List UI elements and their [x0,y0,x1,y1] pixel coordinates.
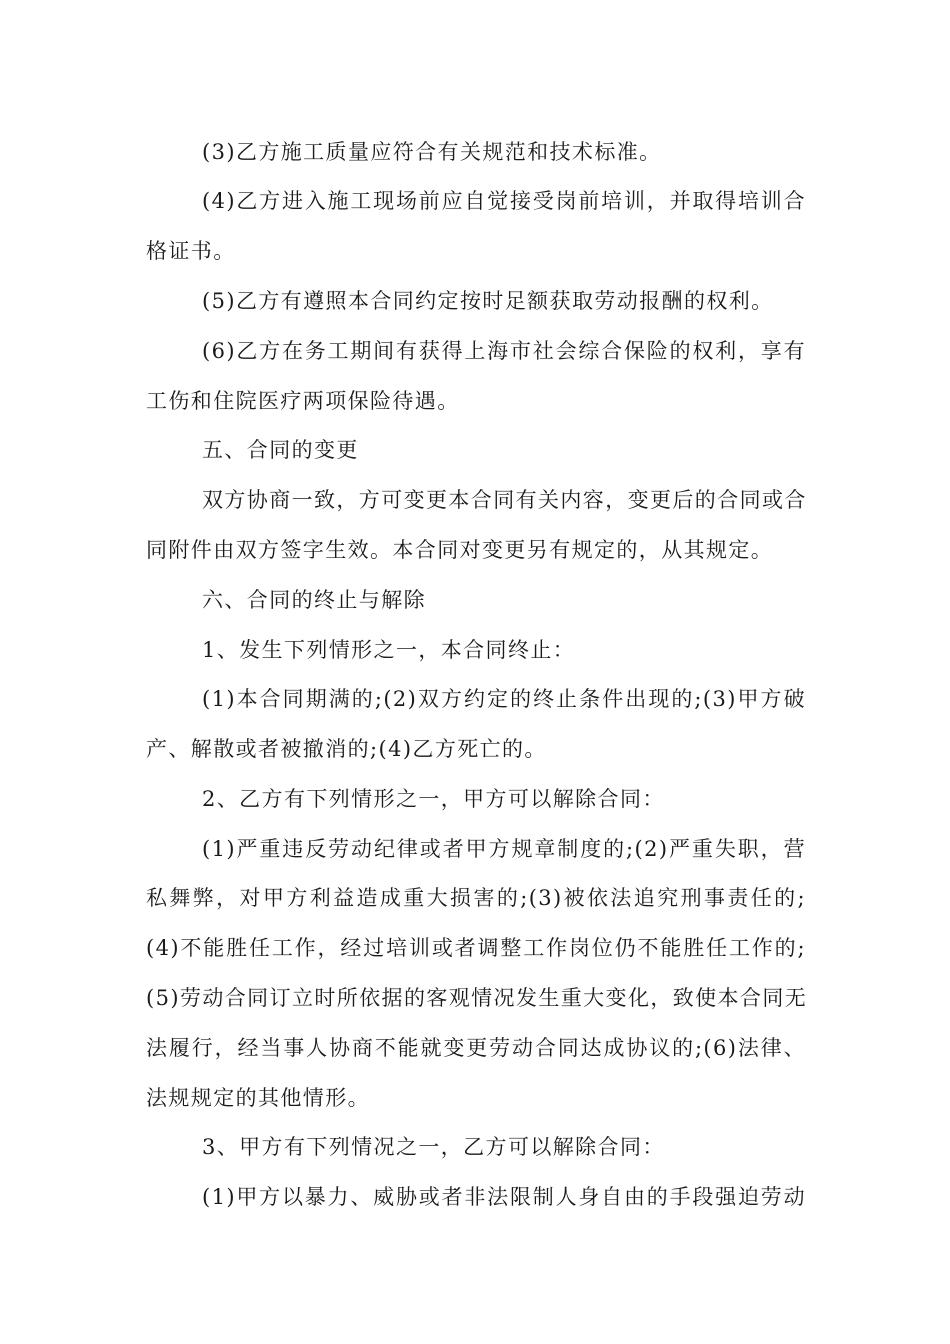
section-6-heading: 六、合同的终止与解除 [202,588,426,612]
clause-6-3-line: 3、甲方有下列情况之一，乙方可以解除合同： [202,1135,665,1159]
clause-4-4-line-2: 格证书。 [146,239,236,263]
clause-6-3-items-line-1: (1)甲方以暴力、威胁或者非法限制人身自由的手段强迫劳动 [202,1185,806,1209]
clause-4-3-line: (3)乙方施工质量应符合有关规范和技术标准。 [202,140,662,164]
section-5-body-line-1: 双方协商一致，方可变更本合同有关内容，变更后的合同或合 [202,488,807,512]
clause-6-2-items-line-5: 法履行，经当事人协商不能就变更劳动合同达成协议的;(6)法律、 [146,1036,806,1060]
section-5-body-line-2: 同附件由双方签字生效。本合同对变更另有规定的，从其规定。 [146,538,774,562]
clause-6-1-items-line-1: (1)本合同期满的;(2)双方约定的终止条件出现的;(3)甲方破 [202,687,806,711]
clause-6-1-line: 1、发生下列情形之一，本合同终止： [202,638,576,662]
clause-6-2-items-line-4: (5)劳动合同订立时所依据的客观情况发生重大变化，致使本合同无 [146,986,808,1010]
clause-4-6-line-2: 工伤和住院医疗两项保险待遇。 [146,389,460,413]
clause-4-4-line-1: (4)乙方进入施工现场前应自觉接受岗前培训，并取得培训合 [202,189,806,213]
clause-6-2-items-line-3: (4)不能胜任工作，经过培训或者调整工作岗位仍不能胜任工作的; [146,936,806,960]
clause-4-6-line-1: (6)乙方在务工期间有获得上海市社会综合保险的权利，享有 [202,339,806,363]
clause-6-1-items-line-2: 产、解散或者被撤消的;(4)乙方死亡的。 [146,737,547,761]
clause-4-5-line: (5)乙方有遵照本合同约定按时足额获取劳动报酬的权利。 [202,289,774,313]
clause-6-2-items-line-6: 法规规定的其他情形。 [146,1086,370,1110]
clause-6-2-items-line-1: (1)严重违反劳动纪律或者甲方规章制度的;(2)严重失职，营 [202,837,806,861]
clause-6-2-line: 2、乙方有下列情形之一，甲方可以解除合同： [202,787,665,811]
clause-6-2-items-line-2: 私舞弊，对甲方利益造成重大损害的;(3)被依法追究刑事责任的; [146,886,806,910]
section-5-heading: 五、合同的变更 [202,438,359,462]
